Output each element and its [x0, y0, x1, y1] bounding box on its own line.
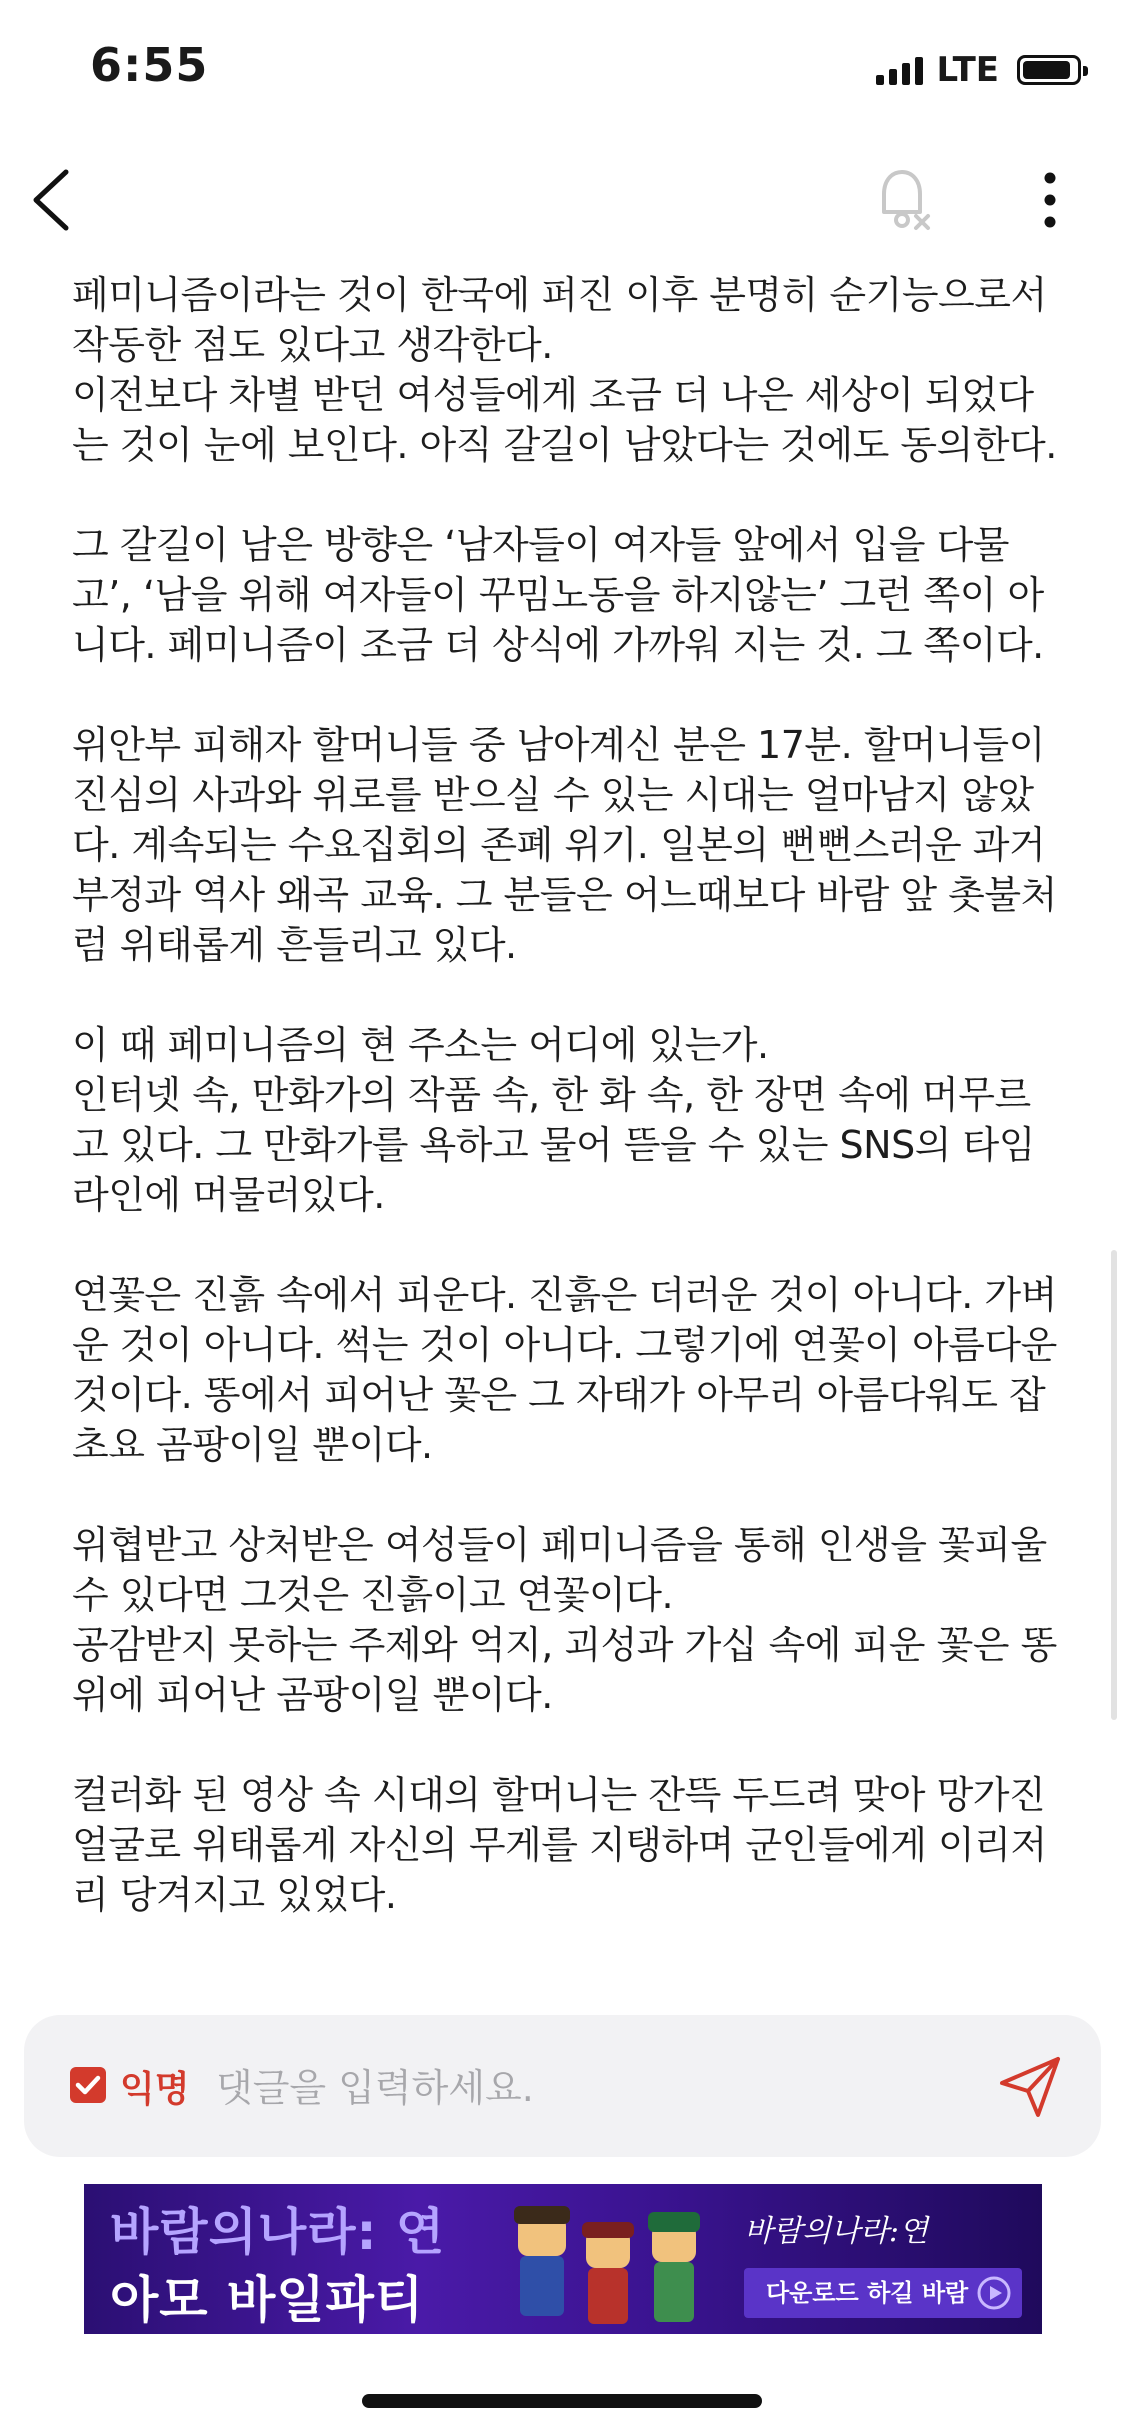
article-paragraph: 위안부 피해자 할머니들 중 남아계신 분은 17분. 할머니들이 진심의 사과와 위로를 받으실 수 있는 시대는 얼마남지 않았다. 계속되는 수요집회의 존폐 위기. 일본의 뻔뻔스러운 과거 부정과 역사 왜곡 교육. 그 분들은 어느때보다 바람 앞 촛불처럼 위태롭게 흔들리고 있다.	[72, 723, 1057, 967]
anonymous-checkbox[interactable]	[70, 2067, 106, 2103]
send-icon	[994, 2051, 1066, 2123]
status-bar	[0, 0, 1125, 140]
checkmark-icon	[70, 2067, 106, 2103]
ad-title-line1: 바람의나라: 연	[110, 2203, 446, 2261]
more-vertical-icon	[1020, 162, 1080, 238]
article-paragraph: 컬러화 된 영상 속 시대의 할머니는 잔뜩 두드려 맞아 망가진 얼굴로 위태롭게 자신의 무게를 지탱하며 군인들에게 이리저리 당겨지고 있었다.	[72, 1773, 1047, 1917]
ad-title-line2: 아모 바일파티	[110, 2271, 425, 2329]
ad-cta-label: 다운로드 하길 바람	[766, 2279, 969, 2307]
article-paragraph: 연꽃은 진흙 속에서 피운다. 진흙은 더러운 것이 아니다. 가벼운 것이 아니다. 썩는 것이 아니다. 그렇기에 연꽃이 아름다운 것이다. 똥에서 피어난 꽃은 그 자태가 아무리 아름다워도 잡초요 곰팡이일 뿐이다.	[72, 1273, 1057, 1467]
article-paragraph: 그 갈길이 남은 방향은 ‘남자들이 여자들 앞에서 입을 다물고’, ‘남을 위해 여자들이 꾸밈노동을 하지않는’ 그런 쪽이 아니다. 페미니즘이 조금 더 상식에 가까워 지는 것. 그 쪽이다.	[72, 523, 1044, 667]
nav-bar	[0, 140, 1125, 260]
anonymous-label[interactable]: 익명	[120, 2069, 190, 2110]
bell-off-icon	[870, 162, 940, 238]
ad-banner[interactable]	[84, 2184, 1042, 2334]
comment-bar	[24, 2015, 1101, 2157]
network-type: LTE	[936, 50, 999, 90]
scrollbar[interactable]	[1111, 1250, 1117, 1720]
status-time: 6:55	[90, 38, 209, 92]
ad-characters-illustration	[504, 2196, 714, 2334]
play-icon	[976, 2275, 1012, 2311]
status-indicators	[876, 48, 1081, 92]
article-paragraph: 이 때 페미니즘의 현 주소는 어디에 있는가. 인터넷 속, 만화가의 작품 속, 한 화 속, 한 장면 속에 머무르고 있다. 그 만화가를 욕하고 물어 뜯을 수 있는 SNS의 타임라인에 머물러있다.	[72, 1023, 1035, 1217]
ad-logo: 바람의나라:연	[744, 2214, 928, 2249]
more-button[interactable]	[1020, 162, 1080, 238]
home-indicator[interactable]	[362, 2394, 762, 2408]
chevron-left-icon	[20, 162, 90, 238]
back-button[interactable]	[20, 162, 90, 238]
article-body	[72, 270, 1062, 1970]
signal-icon	[876, 55, 923, 85]
send-button[interactable]	[994, 2051, 1066, 2123]
comment-input[interactable]	[214, 2045, 998, 2131]
ad-download-button[interactable]	[744, 2268, 1022, 2318]
battery-icon	[1017, 55, 1081, 85]
article-paragraph: 위협받고 상처받은 여성들이 페미니즘을 통해 인생을 꽃피울 수 있다면 그것은 진흙이고 연꽃이다. 공감받지 못하는 주제와 억지, 괴성과 가십 속에 피운 꽃은 똥위에 피어난 곰팡이일 뿐이다.	[72, 1523, 1057, 1717]
notification-toggle-button[interactable]	[870, 162, 940, 238]
article-paragraph: 페미니즘이라는 것이 한국에 퍼진 이후 분명히 순기능으로서 작동한 점도 있다고 생각한다. 이전보다 차별 받던 여성들에게 조금 더 나은 세상이 되었다는 것이 눈에 보인다. 아직 갈길이 남았다는 것에도 동의한다.	[72, 273, 1057, 467]
